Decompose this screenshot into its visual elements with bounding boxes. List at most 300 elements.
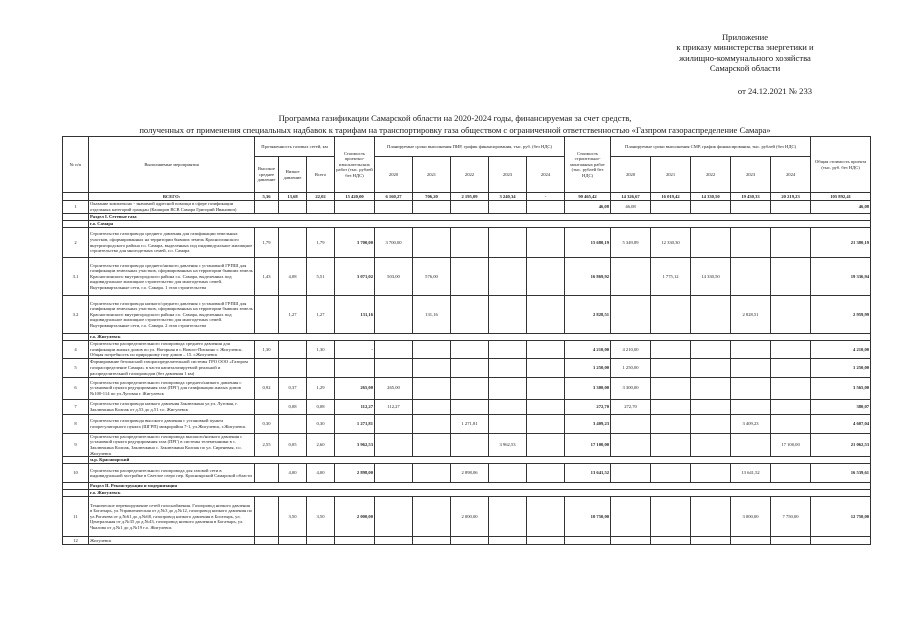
row-cell: 16 869,92 <box>565 258 611 296</box>
row-cell: 1 271,81 <box>335 414 375 433</box>
row-cell <box>413 201 451 214</box>
row-cell <box>335 537 375 545</box>
row-number: 11 <box>63 497 89 537</box>
row-number: 12 <box>63 537 89 545</box>
row-cell <box>527 399 565 414</box>
row-cell <box>651 377 691 399</box>
row-cell: 4,00 <box>279 464 307 483</box>
row-cell <box>413 399 451 414</box>
row-cell: 12 330,30 <box>651 228 691 258</box>
row-cell: 1 250,00 <box>565 358 611 377</box>
row-cell <box>413 497 451 537</box>
row-cell <box>691 399 731 414</box>
head-year: 2022 <box>691 157 731 193</box>
head-total: Общая стоимость проекта (тыс. руб. без НДС) <box>811 137 871 193</box>
row-cell: 3 071,02 <box>335 258 375 296</box>
row-cell: 1 250,00 <box>611 358 651 377</box>
row-name: Формирование безопасной газораспределительной системы ГРО ООО «Газпром газораспределение Самара» в части капитализируемой реальной и распределительной газопроводов (без давления 1 км) <box>89 358 255 377</box>
row-cell <box>489 377 527 399</box>
total-cell: 706,20 <box>413 193 451 201</box>
row-cell: 2 898,06 <box>451 464 489 483</box>
row-cell <box>489 464 527 483</box>
row-cell: 4 210,00 <box>611 341 651 359</box>
row-cell: 2 828,51 <box>731 296 771 334</box>
row-cell <box>489 341 527 359</box>
row-cell: 19 336,94 <box>811 258 871 296</box>
row-cell: 131,16 <box>413 296 451 334</box>
section-row <box>63 214 871 221</box>
head-num: № п/п <box>63 137 89 193</box>
row-cell <box>691 414 731 433</box>
row-cell <box>307 201 335 214</box>
row-number: 3.1 <box>63 258 89 296</box>
row-cell: 15 680,19 <box>565 228 611 258</box>
total-cell: 2 195,09 <box>451 193 489 201</box>
row-cell: 7 750,00 <box>771 497 811 537</box>
row-cell <box>691 341 731 359</box>
row-cell <box>279 414 307 433</box>
row-name: Строительство газопровода среднего давления для газификации земельных участков, сформированных на территории бывших земель Красноглинского внутригородского района г.о. Самара, выделенных под индивидуальное жилищное строительство для многодетных семей, г.о. Самара <box>89 228 255 258</box>
row-number: 3.2 <box>63 296 89 334</box>
row-cell <box>771 296 811 334</box>
row-cell: 0,92 <box>255 377 279 399</box>
row-cell: 12 750,00 <box>811 497 871 537</box>
row-cell: 576,00 <box>413 258 451 296</box>
row-number: 7 <box>63 399 89 414</box>
section-row <box>63 334 871 341</box>
row-cell <box>413 228 451 258</box>
row-cell: 1,27 <box>279 296 307 334</box>
head-year: 2022 <box>451 157 489 193</box>
head-year: 2020 <box>375 157 413 193</box>
total-cell: 19 430,33 <box>731 193 771 201</box>
row-cell <box>413 341 451 359</box>
title-line: полученных от применения специальных надбавок к тарифам на транспортировку газа обществом с ограниченной ответственностью «Газпром газораспределение Самара» <box>139 124 771 135</box>
row-cell <box>691 228 731 258</box>
row-cell <box>375 537 413 545</box>
row-cell <box>651 358 691 377</box>
row-cell <box>611 258 651 296</box>
total-row <box>63 193 871 201</box>
row-cell: 16 539,61 <box>811 464 871 483</box>
row-cell: 3 565,00 <box>811 377 871 399</box>
row-cell <box>375 497 413 537</box>
row-cell <box>451 201 489 214</box>
row-cell: 380,07 <box>811 399 871 414</box>
appendix-line: Самарской области <box>709 63 781 74</box>
row-cell <box>255 358 279 377</box>
table-row <box>63 228 871 258</box>
row-cell <box>691 433 731 456</box>
row-cell: 0,30 <box>255 414 279 433</box>
row-cell: 14 330,50 <box>691 258 731 296</box>
row-cell: 272,70 <box>611 399 651 414</box>
head-year: 2023 <box>731 157 771 193</box>
row-cell: 4 210,00 <box>811 341 871 359</box>
row-cell <box>527 464 565 483</box>
row-cell: 0,08 <box>307 399 335 414</box>
row-cell <box>527 433 565 456</box>
head-cost-build: Стоимость строительно-монтажных работ (тыс. рублей без НДС) <box>565 137 611 193</box>
row-cell <box>691 201 731 214</box>
row-name: Строительство распределительного газопровода среднего давления для газификации жилых домов по ул. Нагорная в с.Нового-Пискино г. Жигулевск. Общая потребность по природному газу домов – 15. г.Жигулевск <box>89 341 255 359</box>
row-cell <box>651 296 691 334</box>
row-name: Строительство газопровода низкого давления Заключкина ул.ул. Луговая, г. Заключкина Колпак от д.53 до д.51 г.о. Жигулевск <box>89 399 255 414</box>
row-cell <box>335 201 375 214</box>
table-row <box>63 358 871 377</box>
row-cell <box>691 296 731 334</box>
row-name: Строительство распределительного газопровода для газовой сети в индивидуальной застройке в Светлое озеро пер. Красноярский Самарской области <box>89 464 255 483</box>
head-year: 2021 <box>413 157 451 193</box>
row-cell: 2 000,00 <box>335 497 375 537</box>
table-row <box>63 537 871 545</box>
table-row <box>63 296 871 334</box>
row-cell <box>611 464 651 483</box>
head-name: Выполняемые мероприятия <box>89 137 255 193</box>
row-cell <box>489 537 527 545</box>
document-title <box>60 113 850 136</box>
row-cell <box>651 341 691 359</box>
row-cell <box>451 433 489 456</box>
row-cell <box>731 537 771 545</box>
row-cell <box>451 377 489 399</box>
row-number: 10 <box>63 464 89 483</box>
row-cell <box>527 228 565 258</box>
row-cell: 2,60 <box>307 433 335 456</box>
row-cell <box>307 537 335 545</box>
total-cell: 20 219,23 <box>771 193 811 201</box>
row-cell: 0,08 <box>279 399 307 414</box>
row-cell <box>527 296 565 334</box>
head-year: 2023 <box>489 157 527 193</box>
row-cell <box>731 341 771 359</box>
row-cell <box>651 201 691 214</box>
appendix-line: к приказу министерства энергетики и <box>676 42 814 53</box>
head-cost-design: Стоимость проектно-изыскательских работ (тыс. рублей без НДС) <box>335 137 375 193</box>
row-name: Жигулевск <box>89 537 255 545</box>
row-cell <box>375 414 413 433</box>
total-label: ВСЕГО: <box>89 193 255 201</box>
row-cell: 21 380,19 <box>811 228 871 258</box>
document-date: от 24.12.2021 № 233 <box>737 86 813 96</box>
row-cell: 0,37 <box>279 377 307 399</box>
row-cell <box>451 341 489 359</box>
section-label: м.р. Красноярский <box>89 457 871 464</box>
row-cell <box>489 399 527 414</box>
row-cell: 3 300,00 <box>565 377 611 399</box>
row-cell <box>489 296 527 334</box>
section-label: Раздел I. Сетевые газа <box>89 214 871 221</box>
row-cell <box>771 537 811 545</box>
row-number: 1 <box>63 201 89 214</box>
row-cell <box>451 399 489 414</box>
row-cell: 2 000,00 <box>451 497 489 537</box>
row-cell <box>451 228 489 258</box>
total-cell: 90 465,42 <box>565 193 611 201</box>
row-cell <box>771 399 811 414</box>
row-cell <box>771 377 811 399</box>
row-cell: 1,27 <box>307 296 335 334</box>
row-cell <box>691 358 731 377</box>
table-row <box>63 258 871 296</box>
title-line: Программа газификации Самарской области на 2020-2024 годы, финансируемая за счет средств, <box>278 113 632 123</box>
table-head <box>63 137 871 193</box>
row-cell: 13 641,52 <box>565 464 611 483</box>
row-name: Техническое перевооружение сетей газоснабжения. Газопровод низкого давления в Богатырь, ул.Управленческая от д.№3 до д.№12, газопровод низкого давления по ул.Рогачева от д.№61 до д.№68, газопровод низкого давления в Богатырь, ул. Центральная от д.№35 до д.№43, газопровод низкого давления в Богатырь, ул. Чкалова от д.№1 до д.№19 г.о. Жигулевск <box>89 497 255 537</box>
row-cell <box>611 433 651 456</box>
row-cell: 4,08 <box>279 258 307 296</box>
section-row <box>63 483 871 490</box>
row-cell <box>651 537 691 545</box>
row-cell: 46,08 <box>565 201 611 214</box>
table-row <box>63 201 871 214</box>
row-name: Строительство газопровода высокого давления с установкой пункта газорегуляторного пункта (ШГРП) микрорайон 7-1, ул.Жигулевск, г.Жигулевск <box>89 414 255 433</box>
row-cell <box>651 414 691 433</box>
row-cell <box>413 464 451 483</box>
row-cell: 1,29 <box>307 377 335 399</box>
row-cell: 1,30 <box>255 341 279 359</box>
row-cell <box>489 358 527 377</box>
total-cell: 22,02 <box>307 193 335 201</box>
row-cell: 1 775,12 <box>651 258 691 296</box>
row-cell: 3 962,53 <box>335 433 375 456</box>
table-row <box>63 399 871 414</box>
row-cell <box>413 537 451 545</box>
row-cell: 46,08 <box>611 201 651 214</box>
row-cell: 21 062,53 <box>811 433 871 456</box>
row-cell: 17 100,00 <box>771 433 811 456</box>
head-year: 2024 <box>771 157 811 193</box>
row-cell <box>771 228 811 258</box>
row-cell: 10 750,00 <box>565 497 611 537</box>
row-cell <box>731 399 771 414</box>
row-number: 8 <box>63 414 89 433</box>
row-cell <box>731 258 771 296</box>
row-cell <box>279 228 307 258</box>
row-cell: 1,79 <box>255 228 279 258</box>
row-cell <box>375 296 413 334</box>
row-cell <box>255 464 279 483</box>
row-cell <box>527 358 565 377</box>
row-cell <box>375 201 413 214</box>
row-cell <box>307 358 335 377</box>
row-cell <box>413 414 451 433</box>
table-row <box>63 497 871 537</box>
row-number: 4 <box>63 341 89 359</box>
row-cell <box>255 497 279 537</box>
section-row <box>63 490 871 497</box>
row-cell <box>651 399 691 414</box>
row-cell <box>413 377 451 399</box>
section-label: г.о. Самара <box>89 221 871 228</box>
row-number: 2 <box>63 228 89 258</box>
head-chars: Протяженность газовых сетей, км <box>255 137 335 157</box>
row-cell: 3,50 <box>279 497 307 537</box>
row-cell <box>691 377 731 399</box>
row-cell: 3 700,00 <box>335 228 375 258</box>
section-row <box>63 221 871 228</box>
row-cell <box>255 399 279 414</box>
row-cell <box>413 433 451 456</box>
row-cell <box>451 358 489 377</box>
row-cell <box>451 296 489 334</box>
row-cell <box>731 358 771 377</box>
row-name: Строительство газопровода среднего/низкого давления с установкой ГРПШ для газификации земельных участков, сформированных на территории бывших земель Красноглинского внутригородского района г.о. Самара, выделенных под индивидуальное жилищное строительство для многодетных семей. Внутриквартальные сети, г.о. Самара. 1 этап строительства <box>89 258 255 296</box>
row-cell: 131,16 <box>335 296 375 334</box>
row-cell <box>611 296 651 334</box>
row-cell: 2,55 <box>255 433 279 456</box>
row-cell <box>255 201 279 214</box>
row-cell <box>255 296 279 334</box>
total-cell: 105 892,41 <box>811 193 871 201</box>
row-cell <box>489 228 527 258</box>
table-row <box>63 464 871 483</box>
row-cell <box>527 341 565 359</box>
row-cell: 17 100,00 <box>565 433 611 456</box>
row-cell: 3 700,00 <box>375 228 413 258</box>
row-cell <box>451 537 489 545</box>
table-row <box>63 377 871 399</box>
row-cell <box>527 414 565 433</box>
row-cell <box>279 341 307 359</box>
row-cell <box>611 414 651 433</box>
row-cell <box>527 377 565 399</box>
row-number: 6 <box>63 377 89 399</box>
appendix-line: жилищно-коммунального хозяйства <box>679 52 811 63</box>
row-cell: 503,00 <box>375 258 413 296</box>
row-cell: 46,08 <box>811 201 871 214</box>
head-year: 2020 <box>611 157 651 193</box>
head-build-group: Планируемые сроки выполнения СМР, график финансирования, тыс. рублей (без НДС) <box>611 137 811 157</box>
row-cell: 2 959,99 <box>811 296 871 334</box>
row-cell <box>771 358 811 377</box>
row-cell <box>527 497 565 537</box>
section-label: г.о. Жигулевск <box>89 490 871 497</box>
row-cell <box>413 358 451 377</box>
head-year: 2024 <box>527 157 565 193</box>
head-design-group: Планируемые сроки выполнения ПИР, график финансирования, тыс. руб. (без НДС) <box>375 137 565 157</box>
row-cell <box>279 537 307 545</box>
total-cell: 15 420,00 <box>335 193 375 201</box>
row-cell: 3 409,23 <box>731 414 771 433</box>
total-cell: 14 330,50 <box>691 193 731 201</box>
row-cell <box>527 537 565 545</box>
row-cell <box>489 201 527 214</box>
row-cell: 3 962,53 <box>489 433 527 456</box>
program-table <box>62 136 871 545</box>
total-cell: - <box>527 193 565 201</box>
row-cell <box>255 537 279 545</box>
total-cell: 3 240,34 <box>489 193 527 201</box>
row-cell <box>451 258 489 296</box>
table-row <box>63 433 871 456</box>
table-body <box>63 193 871 545</box>
row-cell: 265,00 <box>335 377 375 399</box>
row-cell: 1,43 <box>255 258 279 296</box>
appendix-line: Приложение <box>721 32 769 42</box>
row-cell: 272,70 <box>565 399 611 414</box>
row-cell <box>335 358 375 377</box>
row-cell: 1,30 <box>307 341 335 359</box>
row-cell: 2 898,00 <box>335 464 375 483</box>
row-cell <box>279 358 307 377</box>
head-year: 2021 <box>651 157 691 193</box>
section-label: Раздел II. Реконструкция и модернизация <box>89 483 871 490</box>
row-cell <box>375 341 413 359</box>
row-cell <box>731 228 771 258</box>
row-cell: 112,27 <box>375 399 413 414</box>
row-number: 5 <box>63 358 89 377</box>
row-cell <box>565 537 611 545</box>
row-cell <box>489 414 527 433</box>
row-cell <box>279 201 307 214</box>
row-cell <box>611 497 651 537</box>
row-cell: 13 641,52 <box>731 464 771 483</box>
appendix-block <box>640 32 850 74</box>
row-name: Строительство распределительного газопровода высокого/низкого давления с установкой пункта редуцирования газа (ПРГ) в системы телемеханики в с. Заключкина Колпак, Заключкина с. Заключкина Колпак по ул. Сиреневая, г.о. Жигулевск <box>89 433 255 456</box>
row-cell <box>651 497 691 537</box>
row-cell <box>771 201 811 214</box>
row-cell: 265,00 <box>375 377 413 399</box>
row-cell <box>691 464 731 483</box>
row-cell <box>771 258 811 296</box>
section-row <box>63 457 871 464</box>
row-cell <box>527 258 565 296</box>
row-cell <box>731 377 771 399</box>
row-name: Строительство газопровода низкого/среднего давления с установкой ГРПШ для газификации земельных участков, сформированных на территории бывших земель Красноглинского внутригородского района г.о. Самара, выделенных под индивидуальное жилищное строительство для многодетных семей. Внутриквартальные сети, г.о. Самара. 2 этап строительства <box>89 296 255 334</box>
row-cell <box>691 537 731 545</box>
row-cell: 112,27 <box>335 399 375 414</box>
row-cell <box>375 464 413 483</box>
row-cell: 0,30 <box>307 414 335 433</box>
row-cell: 3,50 <box>307 497 335 537</box>
row-cell: 1 271,81 <box>451 414 489 433</box>
row-cell <box>731 201 771 214</box>
row-cell <box>771 341 811 359</box>
row-cell: 4,00 <box>307 464 335 483</box>
row-cell <box>375 358 413 377</box>
row-cell <box>691 497 731 537</box>
total-cell: 5,36 <box>255 193 279 201</box>
head-high-pressure: Высокое среднее давление <box>255 157 279 193</box>
row-cell: 0,05 <box>279 433 307 456</box>
row-cell: 4 210,00 <box>565 341 611 359</box>
section-label: г.о. Жигулевск <box>89 334 871 341</box>
table-row <box>63 341 871 359</box>
row-cell <box>527 201 565 214</box>
row-cell <box>489 497 527 537</box>
row-cell: 1 250,00 <box>811 358 871 377</box>
head-low-pressure: Низкое давление <box>279 157 307 193</box>
row-cell <box>771 414 811 433</box>
row-number: 9 <box>63 433 89 456</box>
row-cell <box>771 464 811 483</box>
row-cell: 2 828,51 <box>565 296 611 334</box>
total-cell: 6 160,27 <box>375 193 413 201</box>
total-cell: 14 326,67 <box>611 193 651 201</box>
table-row <box>63 414 871 433</box>
total-cell: 13,68 <box>279 193 307 201</box>
row-cell: 5 349,89 <box>611 228 651 258</box>
row-cell <box>811 537 871 545</box>
row-cell: 5,51 <box>307 258 335 296</box>
row-cell: 3 300,00 <box>611 377 651 399</box>
row-cell: 4 607,04 <box>811 414 871 433</box>
total-cell: 16 019,42 <box>651 193 691 201</box>
row-cell: 1,79 <box>307 228 335 258</box>
row-name: Строительство распределительного газопровода среднего/низкого давления с установкой пункта редуцирования газа (ПРГ) для газификации жилых домов №100-114 по ул.Луговая г. Жигулевск <box>89 377 255 399</box>
row-cell <box>651 433 691 456</box>
